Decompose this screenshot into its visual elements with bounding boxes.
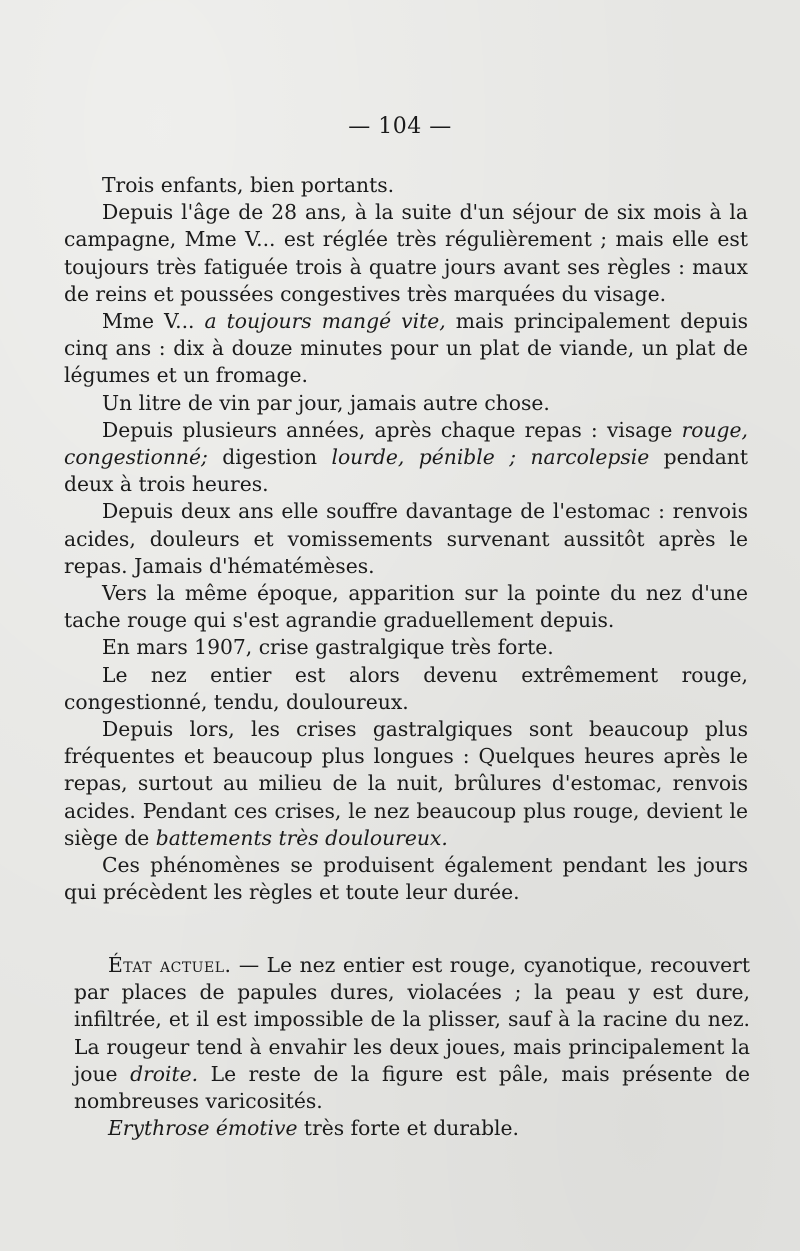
text-run: mais principalement depuis cinq ans : dix à douze minutes pour un plat de viande, un plat de légumes et un fromage. — [64, 309, 748, 388]
paragraph-9: Le nez entier est alors devenu extrêmement rouge, congestionné, tendu, douloureux. — [64, 662, 748, 714]
text-run: Mme V... — [102, 309, 205, 334]
text-run: Depuis plusieurs années, après chaque repas : visage — [102, 417, 682, 442]
paragraph-4: Un litre de vin par jour, jamais autre chose. — [102, 390, 550, 415]
paragraph-1: Trois enfants, bien portants. — [102, 173, 395, 197]
italic-run: rouge, congestionné; — [64, 417, 748, 470]
section-heading: État actuel. — [108, 953, 232, 977]
text-run: Depuis lors, les crises gastralgiques sont beaucoup plus fréquentes et beaucoup plus longues : Quelques heures après le repas, surtout au milieu de la nuit, brûlures d'estomac, renvois acides. Pendant ces crises, le nez beaucoup plus rouge, devient le siège de — [64, 717, 748, 850]
paragraph-13 — [74, 1115, 750, 1142]
paragraph-6: Depuis deux ans elle souffre davantage de l'estomac : renvois acides, douleurs et vomissements survenant aussitôt après le repas. Jamais d'hématémèses. — [64, 499, 748, 578]
italic-run: droite. — [130, 1061, 199, 1086]
text-run: Le reste de la figure est pâle, mais présente de nombreuses varicosités. — [74, 1061, 750, 1114]
text-run: pendant deux à trois heures. — [64, 445, 749, 497]
italic-run: lourde, pénible ; narcolepsie — [331, 445, 650, 470]
paragraph-7: Vers la même époque, apparition sur la pointe du nez d'une tache rouge qui s'est agrandie graduellement depuis. — [64, 581, 748, 633]
paragraph-12 — [74, 952, 750, 1115]
italic-run: a toujours mangé vite, — [204, 309, 446, 334]
body-text-current-state — [74, 952, 750, 1142]
paragraph-2: Depuis l'âge de 28 ans, à la suite d'un séjour de six mois à la campagne, Mme V... est réglée très régulièrement ; mais elle est toujours très fatiguée trois à quatre jours avant ses règles : maux de reins et poussées congestives très marquées du visage. — [64, 200, 748, 306]
italic-run: battements très douloureux. — [155, 825, 448, 850]
paragraph-10 — [64, 716, 748, 852]
page-number: — 104 — — [348, 114, 452, 139]
paragraph-5 — [64, 417, 748, 499]
text-run: digestion — [207, 445, 332, 470]
paragraph-8: En mars 1907, crise gastralgique très forte. — [102, 635, 554, 660]
paragraph-11: Ces phénomènes se produisent également pendant les jours qui précèdent les règles et toute leur durée. — [64, 853, 748, 905]
italic-run: Erythrose émotive — [108, 1116, 298, 1141]
text-run: très forte et durable. — [297, 1116, 519, 1141]
text-run: — Le nez entier est rouge, cyanotique, recouvert par places de papules dures, violacées ; la peau y est dure, infiltrée, et il est impossible de la plisser, sauf à la racine du nez. La rougeur tend à envahir les deux joues, mais principalement la joue — [74, 953, 750, 1086]
body-text — [64, 172, 748, 906]
paragraph-3 — [64, 308, 748, 390]
